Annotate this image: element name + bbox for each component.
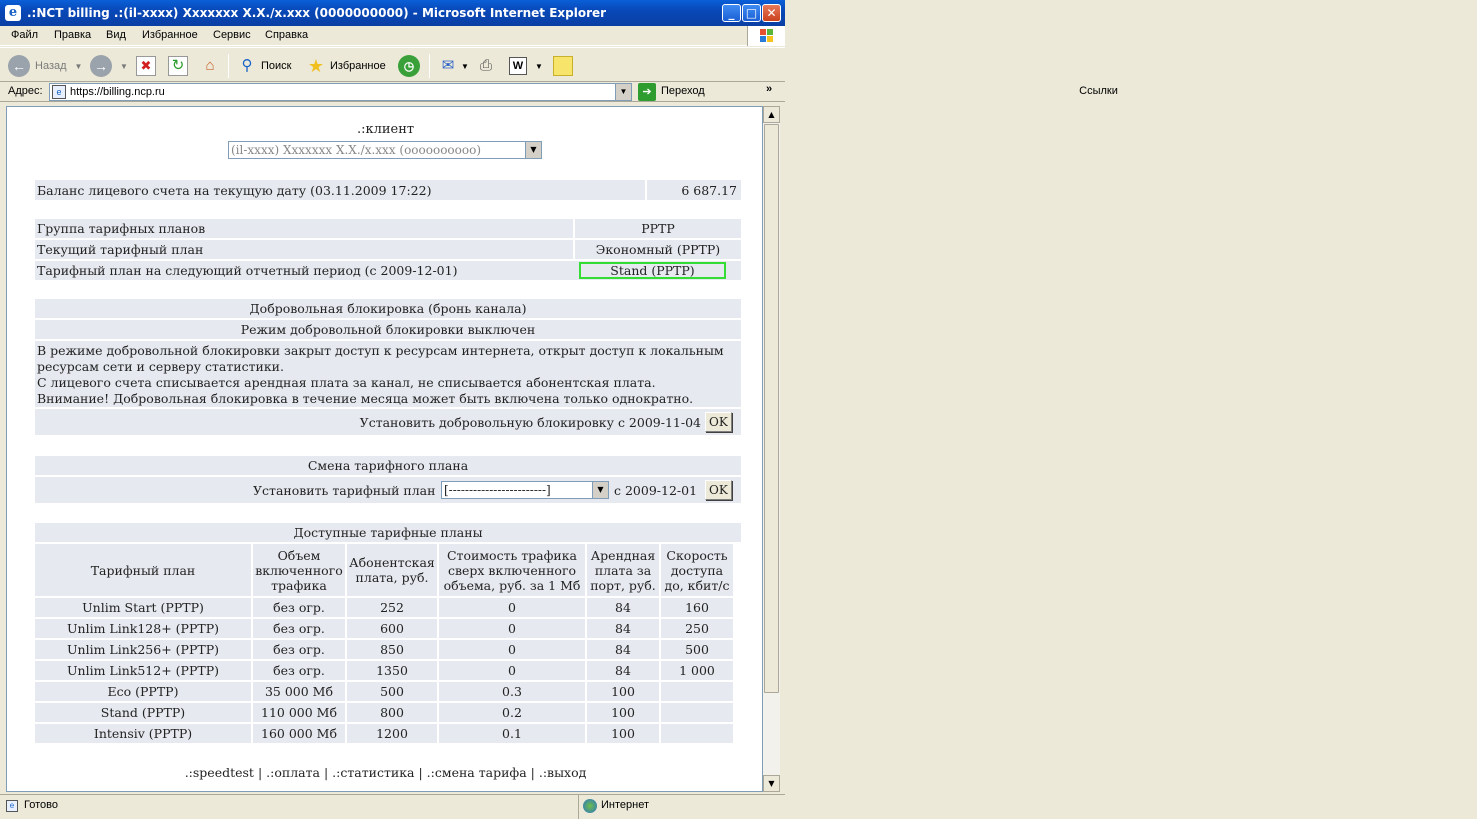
block-text-row <box>35 341 741 407</box>
page-icon: e <box>52 85 66 99</box>
menu-file[interactable]: Файл <box>11 29 39 41</box>
plan-name-cell: Eco (PPTP) <box>35 682 251 701</box>
plan-name-cell: Unlim Link512+ (PPTP) <box>35 661 251 680</box>
balance-label: Баланс лицевого счета на текущую дату (03.11.2009 17:22) <box>37 182 432 198</box>
note-icon <box>553 56 573 76</box>
footer-links <box>7 765 764 780</box>
mail-button[interactable] <box>437 53 469 79</box>
menu-help[interactable]: Справка <box>265 29 309 41</box>
block-text-3: Внимание! Добровольная блокировка в течение месяца может быть включена только однократно. <box>37 391 694 406</box>
plan-name-cell: Intensiv (PPTP) <box>35 724 251 743</box>
print-button[interactable] <box>475 53 497 79</box>
window-titlebar <box>0 0 785 26</box>
star-icon: ★ <box>307 56 325 76</box>
plan-value-cell: 110 000 Мб <box>253 703 345 722</box>
forward-arrow-icon: → <box>90 55 112 77</box>
plan-value-cell: 500 <box>347 682 437 701</box>
plan-value-cell: без огр. <box>253 619 345 638</box>
plan-value-cell: без огр. <box>253 640 345 659</box>
link-exit[interactable]: .:выход <box>538 765 587 780</box>
go-arrow-icon[interactable]: ➔ <box>638 83 656 101</box>
client-select-value: (il-xxxx) Xxxxxxx X.X./x.xxx (oooooooooo) <box>231 143 482 157</box>
group-row <box>35 219 741 238</box>
plan-value-cell: 100 <box>587 724 659 743</box>
plan-value-cell: 1350 <box>347 661 437 680</box>
plan-value-cell: 84 <box>587 640 659 659</box>
current-plan-value: Экономный (PPTP) <box>573 240 741 259</box>
client-title: .:клиент <box>356 122 415 137</box>
zone-text: Интернет <box>601 799 649 811</box>
back-dropdown-icon[interactable]: ▼ <box>74 61 83 71</box>
mail-dropdown-icon[interactable]: ▼ <box>461 61 469 71</box>
block-mode-row <box>35 320 741 339</box>
plan-name-cell: Unlim Link128+ (PPTP) <box>35 619 251 638</box>
next-plan-value: Stand (PPTP) <box>579 262 726 279</box>
plan-value-cell <box>661 682 733 701</box>
refresh-button[interactable] <box>168 53 188 79</box>
stop-button[interactable] <box>136 53 156 79</box>
plan-value-cell <box>661 724 733 743</box>
address-label: Адрес: <box>8 85 43 97</box>
block-set-label: Установить добровольную блокировку с 2009-11-04 <box>359 414 701 430</box>
vertical-scrollbar[interactable] <box>763 106 780 792</box>
edit-button[interactable] <box>509 53 543 79</box>
plan-value-cell: 0.3 <box>439 682 585 701</box>
group-value: PPTP <box>573 219 741 238</box>
address-dropdown-icon[interactable]: ▼ <box>615 84 631 100</box>
address-url: https://billing.ncp.ru <box>70 86 165 98</box>
plan-value-cell: 84 <box>587 619 659 638</box>
plan-value-cell: 100 <box>587 682 659 701</box>
go-button[interactable]: Переход <box>661 85 705 97</box>
plan-value-cell: 160 000 Мб <box>253 724 345 743</box>
link-change-tariff[interactable]: .:смена тарифа <box>426 765 527 780</box>
change-from: с 2009-12-01 <box>614 482 698 498</box>
plan-value-cell: 0.2 <box>439 703 585 722</box>
plans-title-row <box>35 523 741 542</box>
toolbar-separator <box>228 54 229 78</box>
next-plan-label: Тарифный план на следующий отчетный период (с 2009-12-01) <box>37 263 458 278</box>
plan-select[interactable] <box>441 481 609 499</box>
plan-value-cell: 600 <box>347 619 437 638</box>
plans-title: Доступные тарифные планы <box>293 525 483 540</box>
change-row <box>35 477 741 503</box>
plan-value-cell: 0 <box>439 661 585 680</box>
home-icon: ⌂ <box>205 57 215 74</box>
edit-dropdown-icon[interactable]: ▼ <box>535 61 543 71</box>
plan-value-cell: 0 <box>439 619 585 638</box>
close-button[interactable]: ✕ <box>762 4 781 22</box>
home-button[interactable] <box>199 53 221 79</box>
plan-name-cell: Unlim Start (PPTP) <box>35 598 251 617</box>
plan-select-value: [------------------------] <box>444 483 551 497</box>
printer-icon: ⎙ <box>479 57 492 74</box>
block-title: Добровольная блокировка (бронь канала) <box>249 301 527 316</box>
change-label: Установить тарифный план <box>253 482 436 498</box>
status-bar <box>0 794 785 818</box>
plan-value-cell: 250 <box>661 619 733 638</box>
menu-view[interactable]: Вид <box>106 29 126 41</box>
window-title: .:NCT billing .:(il-xxxx) Xxxxxxx X.X./x.xxx (0000000000) - Microsoft Internet Explorer <box>27 6 607 20</box>
current-plan-label: Текущий тарифный план <box>37 242 204 257</box>
link-separator: | <box>323 765 329 780</box>
plans-header-cell: Объем включенного трафика <box>253 544 345 596</box>
scroll-down-icon[interactable]: ▼ <box>763 775 780 792</box>
links-chevron-icon[interactable]: » <box>766 83 773 95</box>
change-ok-button[interactable]: OK <box>705 480 732 500</box>
maximize-button[interactable]: □ <box>742 4 761 22</box>
plan-value-cell: без огр. <box>253 598 345 617</box>
plans-header-cell: Абонентская плата, руб. <box>347 544 437 596</box>
balance-value: 6 687.17 <box>645 180 737 200</box>
plan-value-cell: 35 000 Мб <box>253 682 345 701</box>
address-bar <box>0 82 1118 102</box>
client-select[interactable] <box>228 141 542 159</box>
plan-value-cell <box>661 703 733 722</box>
history-icon: ◷ <box>398 55 420 77</box>
plan-value-cell: 1200 <box>347 724 437 743</box>
history-button[interactable] <box>398 53 420 79</box>
block-set-row <box>35 409 741 435</box>
link-statistics[interactable]: .:статистика <box>332 765 415 780</box>
stop-icon: ✖ <box>136 56 156 76</box>
ie-icon: e <box>5 5 21 21</box>
block-mode: Режим добровольной блокировки выключен <box>240 322 536 337</box>
menu-favorites[interactable]: Избранное <box>142 29 198 41</box>
change-title: Смена тарифного плана <box>307 458 469 473</box>
plans-header-cell: Стоимость трафика сверх включенного объема, руб. за 1 Мб <box>439 544 585 596</box>
plan-value-cell: 850 <box>347 640 437 659</box>
next-plan-row <box>35 261 741 280</box>
plans-header-cell: Скорость доступа до, кбит/с <box>661 544 733 596</box>
back-arrow-icon: ← <box>8 55 30 77</box>
block-ok-button[interactable]: OK <box>705 412 732 432</box>
favorites-label: Избранное <box>330 60 386 72</box>
word-icon: W <box>509 57 527 75</box>
plan-value-cell: 84 <box>587 661 659 680</box>
link-payment[interactable]: .:оплата <box>266 765 320 780</box>
plan-value-cell: 500 <box>661 640 733 659</box>
plan-value-cell: 0 <box>439 598 585 617</box>
favorites-button[interactable] <box>305 53 386 79</box>
page-content <box>6 106 763 792</box>
scroll-thumb[interactable] <box>764 124 779 693</box>
plans-header-cell: Арендная плата за порт, руб. <box>587 544 659 596</box>
block-title-row <box>35 299 741 318</box>
link-separator: | <box>257 765 263 780</box>
back-label: Назад <box>35 60 67 72</box>
back-button[interactable] <box>8 53 82 79</box>
refresh-icon: ↻ <box>168 56 188 76</box>
change-title-row <box>35 456 741 475</box>
menu-edit[interactable]: Правка <box>54 29 92 41</box>
block-text-1: В режиме добровольной блокировки закрыт доступ к ресурсам интернета, открыт доступ к локальным ресурсам сети и серверу статистики. <box>37 343 724 374</box>
block-text-2: С лицевого счета списывается арендная плата за канал, не списывается абонентская плата. <box>37 375 656 390</box>
balance-row <box>35 180 741 200</box>
search-label: Поиск <box>261 60 292 72</box>
toolbar-separator <box>429 54 430 78</box>
windows-flag-icon <box>760 29 774 43</box>
menu-tools[interactable]: Сервис <box>213 29 251 41</box>
menu-bar <box>0 26 785 46</box>
plan-value-cell: 1 000 <box>661 661 733 680</box>
address-input[interactable] <box>49 83 632 101</box>
link-separator: | <box>418 765 423 780</box>
plan-name-cell: Stand (PPTP) <box>35 703 251 722</box>
plan-value-cell: 100 <box>587 703 659 722</box>
minimize-button[interactable]: _ <box>722 4 741 22</box>
link-separator: | <box>530 765 535 780</box>
search-button[interactable] <box>236 53 291 79</box>
status-text: Готово <box>24 799 58 811</box>
plan-value-cell: без огр. <box>253 661 345 680</box>
search-icon: ⚲ <box>241 57 253 74</box>
current-plan-row <box>35 240 741 259</box>
page-status-icon: e <box>6 800 18 812</box>
plan-value-cell: 800 <box>347 703 437 722</box>
plan-name-cell: Unlim Link256+ (PPTP) <box>35 640 251 659</box>
group-label: Группа тарифных планов <box>37 221 206 236</box>
forward-button[interactable] <box>90 53 128 79</box>
links-button[interactable]: Ссылки <box>1079 85 1118 97</box>
plan-select-dropdown-icon[interactable]: ▼ <box>592 482 608 498</box>
toolbar <box>0 47 785 82</box>
plan-value-cell: 160 <box>661 598 733 617</box>
messenger-button[interactable] <box>553 53 573 79</box>
plans-table <box>35 544 741 745</box>
plan-value-cell: 84 <box>587 598 659 617</box>
globe-icon <box>583 799 597 813</box>
forward-dropdown-icon[interactable]: ▼ <box>120 61 128 71</box>
mail-icon: ✉ <box>441 57 455 74</box>
plan-value-cell: 0 <box>439 640 585 659</box>
plans-header-cell: Тарифный план <box>35 544 251 596</box>
scroll-up-icon[interactable]: ▲ <box>763 106 780 123</box>
plan-value-cell: 252 <box>347 598 437 617</box>
windows-logo <box>747 26 785 46</box>
link-speedtest[interactable]: .:speedtest <box>184 765 254 780</box>
client-select-dropdown-icon[interactable]: ▼ <box>525 142 541 158</box>
zone-panel <box>578 795 649 819</box>
plan-value-cell: 0.1 <box>439 724 585 743</box>
